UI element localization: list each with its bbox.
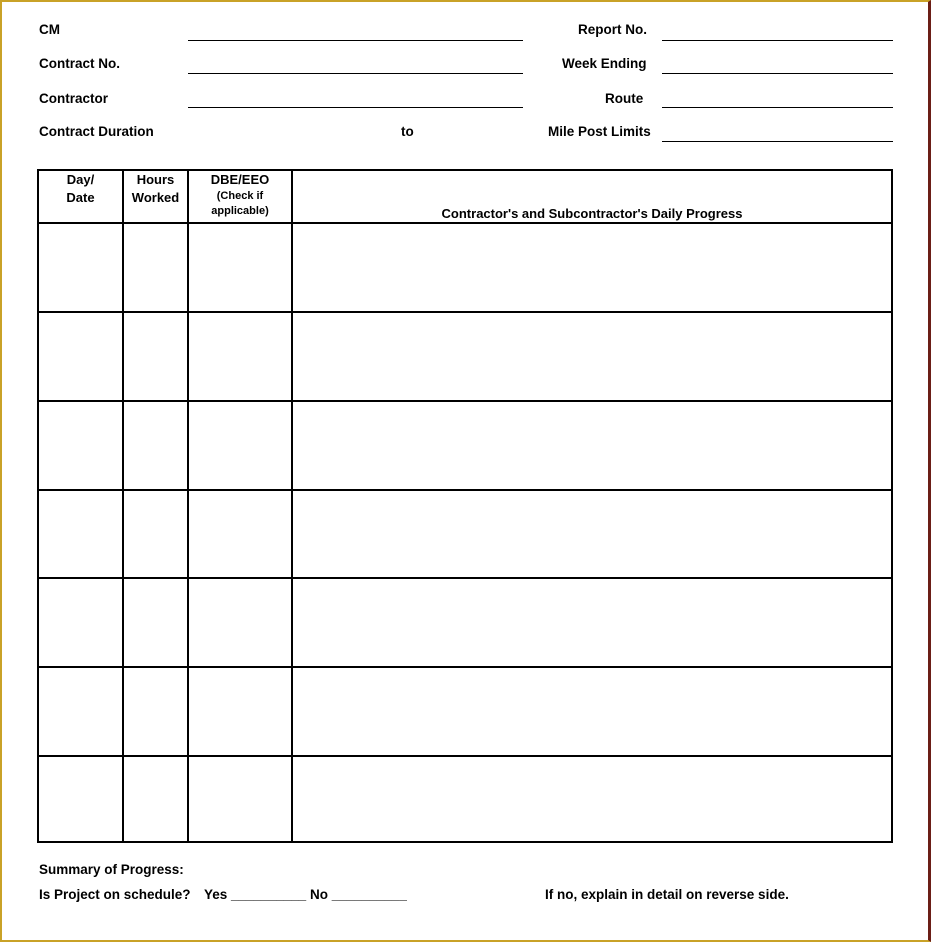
cm-label: CM: [39, 22, 60, 37]
week-ending-field-line[interactable]: [662, 73, 893, 74]
column-divider: [122, 171, 124, 841]
row-divider: [39, 400, 891, 402]
cm-field-line[interactable]: [188, 40, 523, 41]
contract-no-label: Contract No.: [39, 56, 120, 71]
schedule-question: Is Project on schedule?: [39, 887, 191, 902]
column-divider: [291, 171, 293, 841]
report-no-field-line[interactable]: [662, 40, 893, 41]
col-header-hours: Hours: [136, 172, 175, 187]
column-divider: [187, 171, 189, 841]
mile-post-field-line[interactable]: [662, 141, 893, 142]
yes-field[interactable]: Yes __________: [204, 887, 307, 902]
row-divider: [39, 311, 891, 313]
col-header-worked: Worked: [131, 190, 180, 205]
contractor-label: Contractor: [39, 91, 109, 106]
col-header-dbe: DBE/EEO: [210, 172, 270, 187]
row-divider: [39, 489, 891, 491]
explain-note: If no, explain in detail on reverse side.: [545, 887, 789, 902]
col-header-dbe-eeo: [189, 171, 291, 223]
contractor-field-line[interactable]: [188, 107, 523, 108]
route-label: Route: [605, 91, 644, 106]
duration-to-label: to: [401, 124, 414, 139]
col-header-day-date: [39, 171, 122, 223]
summary-of-progress-label: Summary of Progress:: [39, 862, 184, 877]
contract-duration-label: Contract Duration: [39, 124, 154, 139]
col-header-day: Day/: [66, 172, 95, 187]
row-divider: [39, 577, 891, 579]
col-header-applicable: applicable): [211, 205, 269, 217]
col-header-hours-worked: [124, 171, 187, 223]
row-divider: [39, 666, 891, 668]
daily-progress-table: [37, 169, 893, 843]
col-header-date: Date: [66, 190, 95, 205]
route-field-line[interactable]: [662, 107, 893, 108]
contract-no-field-line[interactable]: [188, 73, 523, 74]
row-divider: [39, 755, 891, 757]
report-no-label: Report No.: [578, 22, 647, 37]
mile-post-limits-label: Mile Post Limits: [548, 124, 651, 139]
col-header-progress: Contractor's and Subcontractor's Daily Progress: [441, 206, 743, 221]
col-header-check-if: (Check if: [216, 190, 264, 202]
week-ending-label: Week Ending: [562, 56, 647, 71]
no-field[interactable]: No __________: [310, 887, 407, 902]
